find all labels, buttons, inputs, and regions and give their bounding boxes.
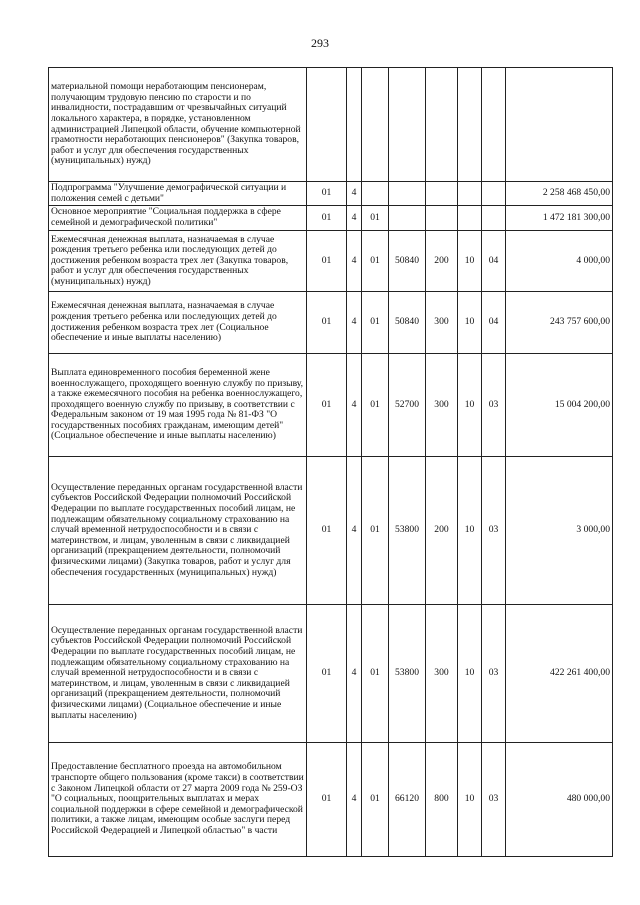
program-code: 01 [307, 457, 347, 605]
section-code [458, 206, 482, 231]
row-description: Осуществление переданных органам государственной власти субъектов Российской Федерации полномочий Российской Федерации по выплате государственных пособий лицам, не подлежащим обязательному социальному страхованию на случай временной нетрудоспособности и в связи с материнством, и лицам, уволенным в связи с ликвидацией организаций (прекращением деятельности, полномочий физическими лицами) (Социальное обеспечение и иные выплаты населению) [49, 605, 307, 743]
table-row [49, 206, 613, 231]
budget-table [48, 67, 613, 857]
subsection-code [482, 68, 506, 182]
row-description: Осуществление переданных органам государственной власти субъектов Российской Федерации полномочий Российской Федерации по выплате государственных пособий лицам, не подлежащим обязательному социальному страхованию на случай временной нетрудоспособности и в связи с материнством, и лицам, уволенным в связи с ликвидацией организаций (прекращением деятельности, полномочий физическими лицами) (Закупка товаров, работ и услуг для обеспечения государственных (муниципальных) нужд) [49, 457, 307, 605]
row-description: Подпрограмма "Улучшение демографической ситуации и положения семей с детьми" [49, 182, 307, 206]
program-code [307, 68, 347, 182]
subprogram-code: 4 [347, 743, 362, 857]
subsection-code: 03 [482, 457, 506, 605]
section-code [458, 68, 482, 182]
subprogram-code: 4 [347, 605, 362, 743]
section-code: 10 [458, 743, 482, 857]
table-row [49, 743, 613, 857]
subsection-code: 04 [482, 231, 506, 292]
amount: 2 258 468 450,00 [506, 182, 613, 206]
program-code: 01 [307, 206, 347, 231]
measure-code: 01 [362, 292, 389, 354]
subprogram-code: 4 [347, 182, 362, 206]
measure-code: 01 [362, 743, 389, 857]
measure-code: 01 [362, 231, 389, 292]
table-row [49, 457, 613, 605]
expense-type-code: 800 [426, 743, 458, 857]
subsection-code: 03 [482, 605, 506, 743]
expense-type-code: 300 [426, 354, 458, 457]
direction-code: 66120 [389, 743, 426, 857]
table-row [49, 605, 613, 743]
measure-code [362, 68, 389, 182]
section-code: 10 [458, 231, 482, 292]
row-description: Предоставление бесплатного проезда на автомобильном транспорте общего пользования (кроме такси) в соответствии с Законом Липецкой области от 27 марта 2009 года № 259-ОЗ "О социальных, поощрительных выплатах и мерах социальной поддержки в сфере семейной и демографической политики, а также лицам, имеющим особые заслуги перед Российской Федерацией и Липецкой областью" в части [49, 743, 307, 857]
expense-type-code: 300 [426, 605, 458, 743]
table-row [49, 68, 613, 182]
subsection-code: 03 [482, 743, 506, 857]
section-code [458, 182, 482, 206]
expense-type-code [426, 206, 458, 231]
subsection-code: 04 [482, 292, 506, 354]
direction-code: 50840 [389, 231, 426, 292]
amount: 480 000,00 [506, 743, 613, 857]
row-description: Ежемесячная денежная выплата, назначаемая в случае рождения третьего ребенка или последующих детей до достижения ребенком возраста трех лет (Закупка товаров, работ и услуг для обеспечения государственных (муниципальных) нужд) [49, 231, 307, 292]
program-code: 01 [307, 292, 347, 354]
section-code: 10 [458, 354, 482, 457]
page-number: 293 [311, 36, 329, 50]
direction-code: 52700 [389, 354, 426, 457]
measure-code: 01 [362, 605, 389, 743]
expense-type-code: 200 [426, 231, 458, 292]
subprogram-code: 4 [347, 231, 362, 292]
expense-type-code [426, 182, 458, 206]
program-code: 01 [307, 231, 347, 292]
subprogram-code: 4 [347, 292, 362, 354]
table-row [49, 231, 613, 292]
expense-type-code: 300 [426, 292, 458, 354]
measure-code [362, 182, 389, 206]
row-description: Выплата единовременного пособия беременной жене военнослужащего, проходящего военную службу по призыву, а также ежемесячного пособия на ребенка военнослужащего, проходящего военную службу по призыву, в соответствии с Федеральным законом от 19 мая 1995 года № 81-ФЗ "О государственных пособиях гражданам, имеющим детей" (Социальное обеспечение и иные выплаты населению) [49, 354, 307, 457]
amount: 1 472 181 300,00 [506, 206, 613, 231]
amount [506, 68, 613, 182]
row-description: Основное мероприятие "Социальная поддержка в сфере семейной и демографической политики" [49, 206, 307, 231]
measure-code: 01 [362, 457, 389, 605]
subsection-code: 03 [482, 354, 506, 457]
program-code: 01 [307, 743, 347, 857]
direction-code [389, 206, 426, 231]
subprogram-code [347, 68, 362, 182]
section-code: 10 [458, 292, 482, 354]
direction-code: 53800 [389, 457, 426, 605]
amount: 3 000,00 [506, 457, 613, 605]
direction-code [389, 68, 426, 182]
amount: 243 757 600,00 [506, 292, 613, 354]
direction-code: 53800 [389, 605, 426, 743]
program-code: 01 [307, 182, 347, 206]
table-row [49, 354, 613, 457]
direction-code: 50840 [389, 292, 426, 354]
section-code: 10 [458, 605, 482, 743]
subprogram-code: 4 [347, 354, 362, 457]
subsection-code [482, 182, 506, 206]
expense-type-code: 200 [426, 457, 458, 605]
table-row [49, 292, 613, 354]
amount: 15 004 200,00 [506, 354, 613, 457]
program-code: 01 [307, 605, 347, 743]
row-description: материальной помощи неработающим пенсионерам, получающим трудовую пенсию по старости и по инвалидности, пострадавшим от чрезвычайных ситуаций локального характера, в порядке, установленном администрацией Липецкой области, обучение компьютерной грамотности неработающих пенсионеров" (Закупка товаров, работ и услуг для обеспечения государственных (муниципальных) нужд) [49, 68, 307, 182]
direction-code [389, 182, 426, 206]
program-code: 01 [307, 354, 347, 457]
amount: 422 261 400,00 [506, 605, 613, 743]
subprogram-code: 4 [347, 457, 362, 605]
expense-type-code [426, 68, 458, 182]
section-code: 10 [458, 457, 482, 605]
subprogram-code: 4 [347, 206, 362, 231]
measure-code: 01 [362, 206, 389, 231]
subsection-code [482, 206, 506, 231]
row-description: Ежемесячная денежная выплата, назначаемая в случае рождения третьего ребенка или последующих детей до достижения ребенком возраста трех лет (Социальное обеспечение и иные выплаты населению) [49, 292, 307, 354]
table-row [49, 182, 613, 206]
amount: 4 000,00 [506, 231, 613, 292]
measure-code: 01 [362, 354, 389, 457]
